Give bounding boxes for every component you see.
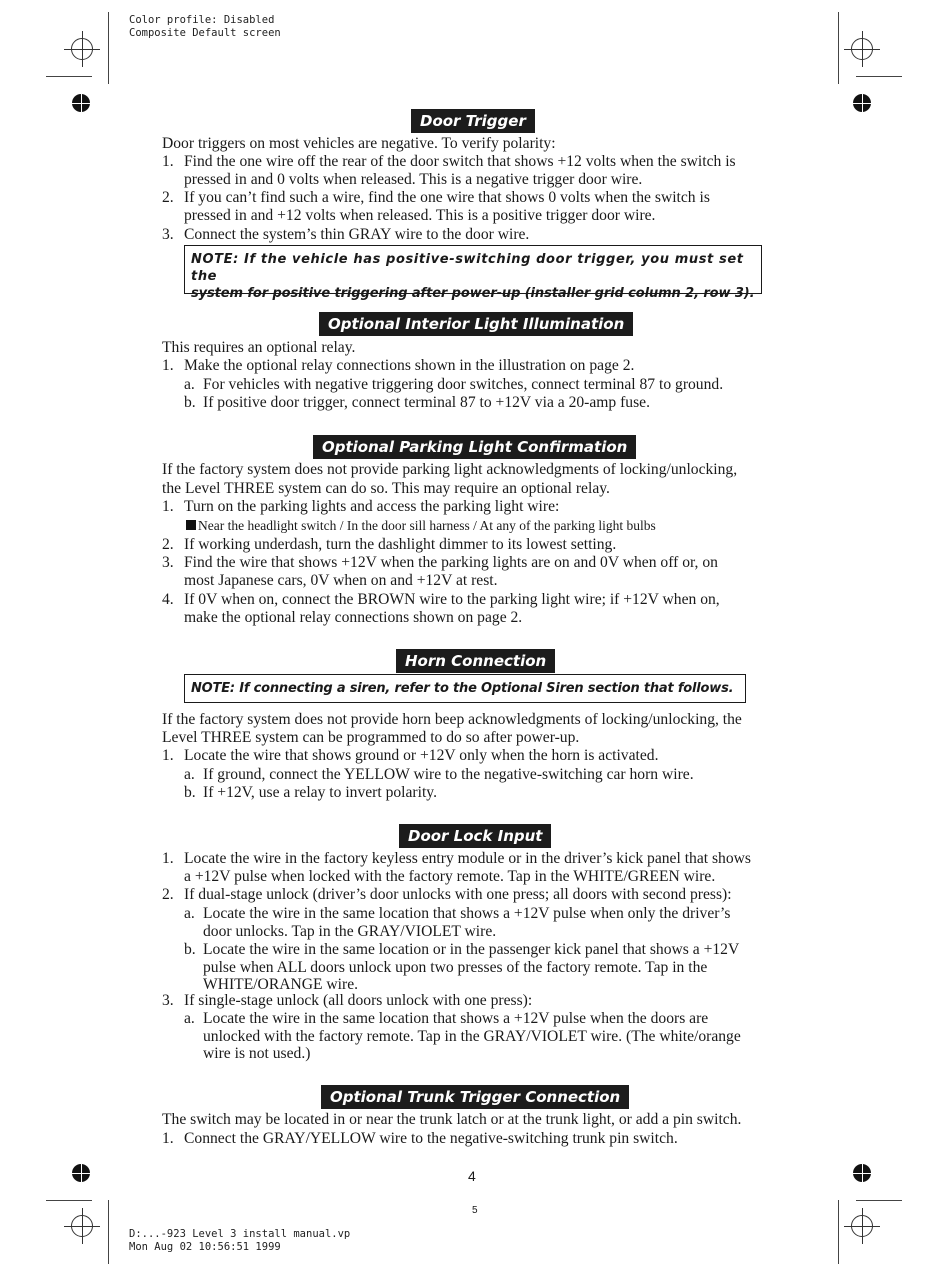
section-title-door-trigger: Door Trigger — [411, 109, 535, 133]
registration-mark-icon — [71, 1215, 93, 1237]
list-number: 1. — [162, 498, 174, 515]
list-item: unlocked with the factory remote. Tap in the GRAY/VIOLET wire. (The white/orange — [203, 1028, 741, 1045]
list-letter: a. — [184, 905, 195, 922]
crop-mark — [108, 1200, 109, 1264]
section-title-horn: Horn Connection — [396, 649, 555, 673]
list-letter: b. — [184, 941, 196, 958]
list-item: Locate the wire in the factory keyless entry module or in the driver’s kick panel that shows — [184, 850, 751, 867]
list-item: Find the wire that shows +12V when the parking lights are on and 0V when off or, on — [184, 554, 718, 571]
section-title-parking-light: Optional Parking Light Confirmation — [313, 435, 636, 459]
list-item: Find the one wire off the rear of the door switch that shows +12 volts when the switch is — [184, 153, 736, 170]
list-item: If dual-stage unlock (driver’s door unlocks with one press; all doors with second press): — [184, 886, 732, 903]
bullet-text: Near the headlight switch / In the door sill harness / At any of the parking light bulbs — [198, 518, 656, 533]
print-footer-line1: D:...-923 Level 3 install manual.vp — [129, 1228, 351, 1240]
note-text: NOTE: If the vehicle has positive-switching door trigger, you must set the — [191, 252, 744, 284]
section-title-interior-light: Optional Interior Light Illumination — [319, 312, 633, 336]
print-header — [129, 14, 281, 40]
paragraph: This requires an optional relay. — [162, 339, 356, 356]
list-item: Locate the wire that shows ground or +12V only when the horn is activated. — [184, 747, 659, 764]
list-item: Locate the wire in the same location that shows a +12V pulse when only the driver’s — [203, 905, 731, 922]
bullet-line — [186, 517, 656, 535]
registration-mark-icon — [851, 1215, 873, 1237]
registration-dot-icon — [72, 1164, 90, 1182]
crop-mark — [838, 12, 839, 84]
list-number: 4. — [162, 591, 174, 608]
list-item: pulse when ALL doors unlock upon two presses of the factory remote. Tap in the — [203, 959, 708, 976]
list-letter: b. — [184, 394, 196, 411]
registration-dot-icon — [72, 94, 90, 112]
section-title-trunk: Optional Trunk Trigger Connection — [321, 1085, 629, 1109]
list-number: 1. — [162, 747, 174, 764]
paragraph: The switch may be located in or near the trunk latch or at the trunk light, or add a pin switch. — [162, 1111, 742, 1128]
list-item: If +12V, use a relay to invert polarity. — [203, 784, 437, 801]
list-number: 1. — [162, 153, 174, 170]
list-item: Locate the wire in the same location that shows a +12V pulse when the doors are — [203, 1010, 709, 1027]
list-item: For vehicles with negative triggering door switches, connect terminal 87 to ground. — [203, 376, 724, 393]
list-number: 1. — [162, 850, 174, 867]
crop-mark — [46, 1200, 92, 1201]
list-item: If single-stage unlock (all doors unlock with one press): — [184, 992, 533, 1009]
list-number: 3. — [162, 992, 174, 1009]
list-item: Turn on the parking lights and access the parking light wire: — [184, 498, 560, 515]
list-letter: a. — [184, 376, 195, 393]
paragraph: the Level THREE system can do so. This may require an optional relay. — [162, 480, 610, 497]
list-letter: b. — [184, 784, 196, 801]
list-item: a +12V pulse when locked with the factory remote. Tap in the WHITE/GREEN wire. — [184, 868, 716, 885]
list-item: make the optional relay connections shown on page 2. — [184, 609, 523, 626]
print-header-line2: Composite Default screen — [129, 27, 281, 39]
list-item: If positive door trigger, connect terminal 87 to +12V via a 20-amp fuse. — [203, 394, 650, 411]
sheet-number: 5 — [472, 1205, 478, 1216]
paragraph: If the factory system does not provide parking light acknowledgments of locking/unlocking, — [162, 461, 738, 478]
note-text: system for positive triggering after power-up (installer grid column 2, row 3). — [191, 286, 755, 301]
registration-mark-icon — [851, 38, 873, 60]
paragraph: If the factory system does not provide horn beep acknowledgments of locking/unlocking, the — [162, 711, 742, 728]
paragraph: Level THREE system can be programmed to do so after power-up. — [162, 729, 580, 746]
list-item: pressed in and +12 volts when released. This is a positive trigger door wire. — [184, 207, 656, 224]
list-letter: a. — [184, 1010, 195, 1027]
list-item: If ground, connect the YELLOW wire to the negative-switching car horn wire. — [203, 766, 694, 783]
list-item: If you can’t find such a wire, find the one wire that shows 0 volts when the switch is — [184, 189, 710, 206]
crop-mark — [108, 12, 109, 84]
print-footer — [129, 1228, 350, 1254]
list-letter: a. — [184, 766, 195, 783]
paragraph: Door triggers on most vehicles are negative. To verify polarity: — [162, 135, 556, 152]
list-item: Connect the GRAY/YELLOW wire to the negative-switching trunk pin switch. — [184, 1130, 678, 1147]
list-item: most Japanese cars, 0V when on and +12V at rest. — [184, 572, 498, 589]
list-number: 3. — [162, 226, 174, 243]
section-title-door-lock: Door Lock Input — [399, 824, 551, 848]
list-item: door unlocks. Tap in the GRAY/VIOLET wire. — [203, 923, 497, 940]
list-item: WHITE/ORANGE wire. — [203, 976, 359, 993]
crop-mark — [46, 76, 92, 77]
note-text: NOTE: If connecting a siren, refer to the Optional Siren section that follows. — [191, 681, 734, 696]
list-item: If 0V when on, connect the BROWN wire to the parking light wire; if +12V when on, — [184, 591, 720, 608]
registration-dot-icon — [853, 1164, 871, 1182]
list-number: 2. — [162, 886, 174, 903]
registration-mark-icon — [71, 38, 93, 60]
list-item: Make the optional relay connections shown in the illustration on page 2. — [184, 357, 635, 374]
square-bullet-icon — [186, 520, 196, 530]
crop-mark — [838, 1200, 839, 1264]
page-number: 4 — [468, 1168, 476, 1184]
print-footer-line2: Mon Aug 02 10:56:51 1999 — [129, 1241, 281, 1253]
list-number: 3. — [162, 554, 174, 571]
list-number: 2. — [162, 189, 174, 206]
list-item: Connect the system’s thin GRAY wire to the door wire. — [184, 226, 530, 243]
note-box — [184, 674, 746, 703]
note-box — [184, 245, 762, 301]
list-item: wire is not used.) — [203, 1045, 311, 1062]
crop-mark — [856, 1200, 902, 1201]
registration-dot-icon — [853, 94, 871, 112]
list-item: If working underdash, turn the dashlight dimmer to its lowest setting. — [184, 536, 617, 553]
crop-mark — [856, 76, 902, 77]
list-item: Locate the wire in the same location or in the passenger kick panel that shows a +12V — [203, 941, 740, 958]
list-number: 1. — [162, 1130, 174, 1147]
list-item: pressed in and 0 volts when released. This is a negative trigger door wire. — [184, 171, 643, 188]
print-header-line1: Color profile: Disabled — [129, 14, 275, 26]
list-number: 2. — [162, 536, 174, 553]
list-number: 1. — [162, 357, 174, 374]
